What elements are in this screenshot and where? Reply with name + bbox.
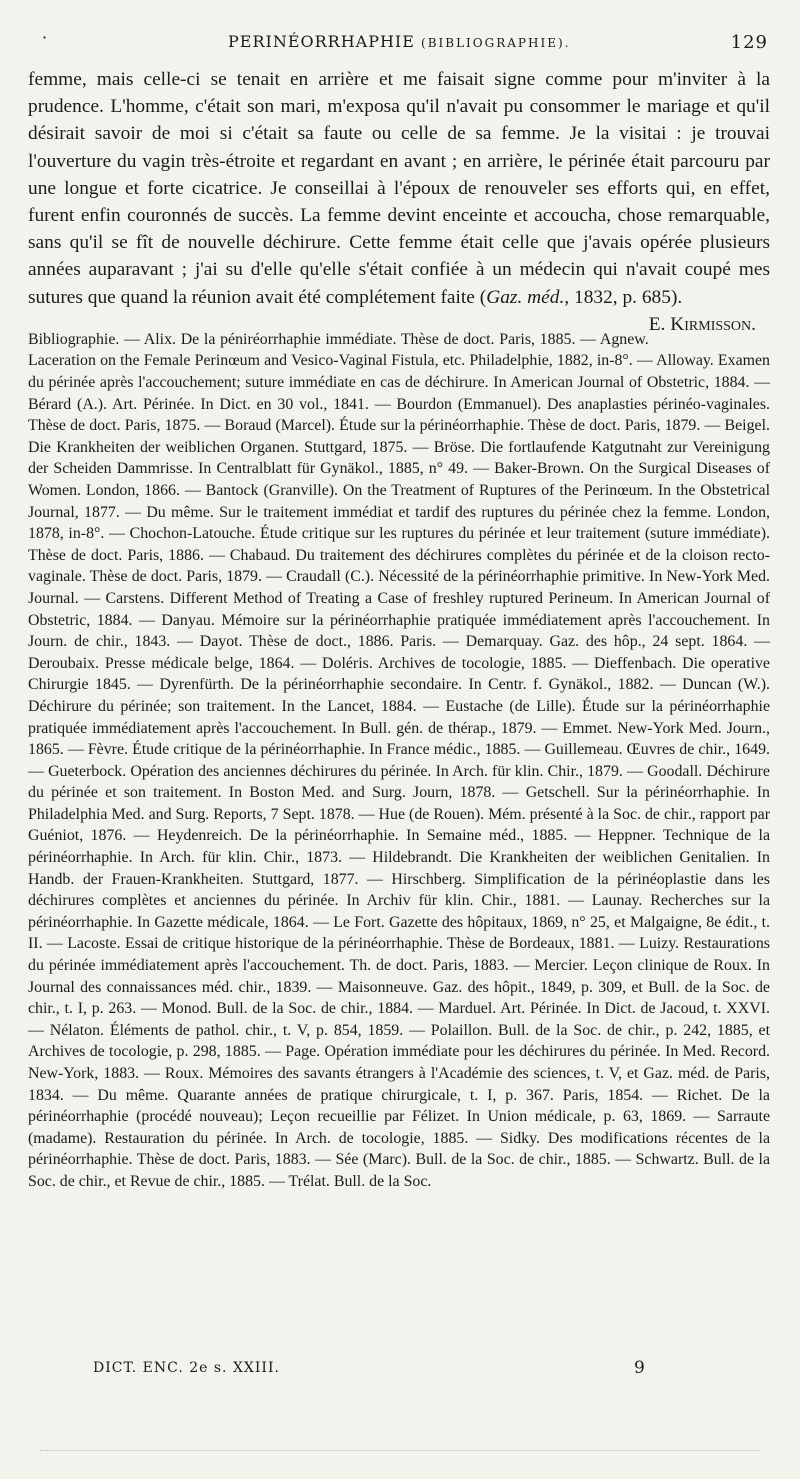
- bibliography: Bibliographie. — Alix. De la péniréorrhaphie immédiate. Thèse de doct. Paris, 1885. — Agnew. Laceration on the Female Perinœum and Vesico-Vaginal Fistula, etc. Philadelphie, 1882, in-8°. — Alloway. Examen du périnée après l'accouchement; suture immédiate en cas de déchirure. In American Journal of Obstetric, 1884. — Bérard (A.). Art. Périnée. In Dict. en 30 vol., 1841. — Bourdon (Emmanuel). Des anaplasties périnéo-vaginales. Thèse de doct. Paris, 1875. — Boraud (Marcel). Étude sur la périnéorrhaphie. Thèse de doct. Paris, 1879. — Beigel. Die Krankheiten der weiblichen Organen. Stuttgard, 1875. — Bröse. Die fortlaufende Katgutnaht zur Vereinigung der Scheiden Dammrisse. In Centralblatt für Gynäkol., 1885, n° 49. — Baker-Brown. On the Surgical Diseases of Women. London, 1866. — Bantock (Granville). On the Treatment of Ruptures of the Perinœum. In the Obstetrical Journal, 1877. — Du même. Sur le traitement immédiat et tardif des ruptures du périnée chez la femme. London, 1878, in-8°. — Chochon-Latouche. Étude critique sur les ruptures du périnée et leur traitement (suture immédiate). Thèse de doct. Paris, 1886. — Chabaud. Du traitement des déchirures complètes du périnée et de la cloison recto-vaginale. Thèse de doct. Paris, 1879. — Craudall (C.). Nécessité de la périnéorrhaphie primitive. In New-York Med. Journal. — Carstens. Different Method of Treating a Case of freshley ruptured Perineum. In American Journal of Obstetric, 1884. — Danyau. Mémoire sur la périnéorrhaphie pratiquée immédiatement après l'accouchement. In Journ. de chir., 1843. — Dayot. Thèse de doct., 1886. Paris. — Demarquay. Gaz. des hôp., 24 sept. 1864. — Deroubaix. Presse médicale belge, 1864. — Doléris. Archives de tocologie, 1885. — Dieffenbach. Die operative Chirurgie 1845. — Dyrenfürth. De la périnéorrhaphie secondaire. In Centr. f. Gynäkol., 1882. — Duncan (W.). Déchirure du périnée; son traitement. In the Lancet, 1884. — Eustache (de Lille). Étude sur la périnéorrhaphie pratiquée immédiatement après l'accouchement. In Bull. gén. de thérap., 1879. — Emmet. New-York Med. Journ., 1865. — Fèvre. Étude critique de la périnéorrhaphie. In France médic., 1885. — Guillemeau. Œuvres de chir., 1649. — Gueterbock. Opération des anciennes déchirures du périnée. In Arch. für klin. Chir., 1879. — Goodall. Déchirure du périnée et son traitement. In Boston Med. and Surg. Journ, 1878. — Getschell. Sur la périnéorrhaphie. In Philadelphia Med. and Surg. Reports, 7 Sept. 1878. — Hue (de Rouen). Mém. présenté à la Soc. de chir., rapport par Guéniot, 1876. — Heydenreich. De la périnéorrhaphie. In Semaine méd., 1885. — Heppner. Technique de la périnéorrhaphie. In Arch. für klin. Chir., 1873. — Hildebrandt. Die Krankheiten der weiblichen Genitalien. In Handb. der Frauen-Krankheiten. Stuttgard, 1877. — Hirschberg. Simplification de la périnéoplastie dans les déchirures complètes et anciennes du périnée. In Archiv für klin. Chir., 1881. — Launay. Recherches sur la périnéorrhaphie. In Gazette médicale, 1864. — Le Fort. Gazette des hôpitaux, 1869, n° 25, et Malgaigne, 8e édit., t. II. — Lacoste. Essai de critique historique de la périnéorrhaphie. Thèse de Bordeaux, 1881. — Luizy. Restaurations du périnée immédiatement après l'accouchement. Th. de doct. Paris, 1883. — Mercier. Leçon clinique de Roux. In Journal des connaissances méd. chir., 1839. — Maisonneuve. Gaz. des hôpit., 1849, p. 309, et Bull. de la Soc. de chir., t. I, p. 263. — Monod. Bull. de la Soc. de chir., 1884. — Marduel. Art. Périnée. In Dict. de Jacoud, t. XXVI. — Nélaton. Éléments de pathol. chir., t. V, p. 854, 1859. — Polaillon. Bull. de la Soc. de chir., p. 242, 1885, et Archives de tocologie, p. 298, 1885. — Page. Opération immédiate pour les déchirures du périnée. In Med. Record. New-York, 1883. — Roux. Mémoires des savants étrangers à l'Académie des sciences, t. V, et Gaz. méd. de Paris, 1834. — Du même. Quarante années de pratique chirurgicale, t. I, p. 367. Paris, 1854. — Richet. De la périnéorrhaphie (procédé nouveau); Leçon recueillie par Félizet. In Union médicale, p. 63, 1869. — Sarraute (madame). Restauration du périnée. In Arch. de tocologie, 1885. — Sidky. Des modifications récentes de la périnéorrhaphie. Thèse de doct. Paris, 1883. — Sée (Marc). Bull. de la Soc. de chir., 1885. — Schwartz. Bull. de la Soc. de chir., et Revue de chir., 1885. — Trélat. Bull. de la Soc.: [28, 330, 770, 1190]
- sheet-number: 9: [634, 1358, 646, 1378]
- page: [28, 26, 770, 1193]
- body-paragraph: [28, 66, 770, 335]
- title-main: PERINÉORRHAPHIE: [228, 32, 415, 51]
- title-section: (BIBLIOGRAPHIE).: [421, 36, 571, 50]
- citation-journal: Gaz. méd.: [486, 286, 565, 308]
- author-signature: E. Kirmisson.: [648, 313, 756, 335]
- signature-mark: DICT. ENC. 2e s. XXIII.: [93, 1360, 280, 1376]
- header-dot: ·: [42, 28, 49, 47]
- page-number: 129: [730, 32, 768, 53]
- page-title: [228, 32, 570, 51]
- running-head: [28, 26, 770, 54]
- citation-rest: , 1832, p. 685).: [564, 286, 683, 308]
- paragraph-text: femme, mais celle-ci se tenait en arrière et me faisait signe comme pour m'inviter à la prudence. L'homme, c'était son mari, m'exposa qu'il n'avait pu consommer le mariage et qu'il désirait savoir de moi si c'était sa faute ou celle de sa femme. Je la visitai : je trouvai l'ouverture du vagin très-étroite et regardant en avant ; en arrière, le périnée était parcouru par une longue et forte cicatrice. Je conseillai à l'époux de renouveler ses efforts qui, en effet, furent enfin couronnés de succès. La femme devint enceinte et accoucha, chose remarquable, sans qu'il se fît de nouvelle déchirure. Cette femme était celle que j'avais opérée plusieurs années auparavant ; j'ai su d'elle qu'elle s'était confiée à un médecin qui n'avait coupé mes sutures que quand la réunion avait été complétement faite (: [28, 69, 770, 308]
- bottom-scan-artifact: [40, 1450, 760, 1453]
